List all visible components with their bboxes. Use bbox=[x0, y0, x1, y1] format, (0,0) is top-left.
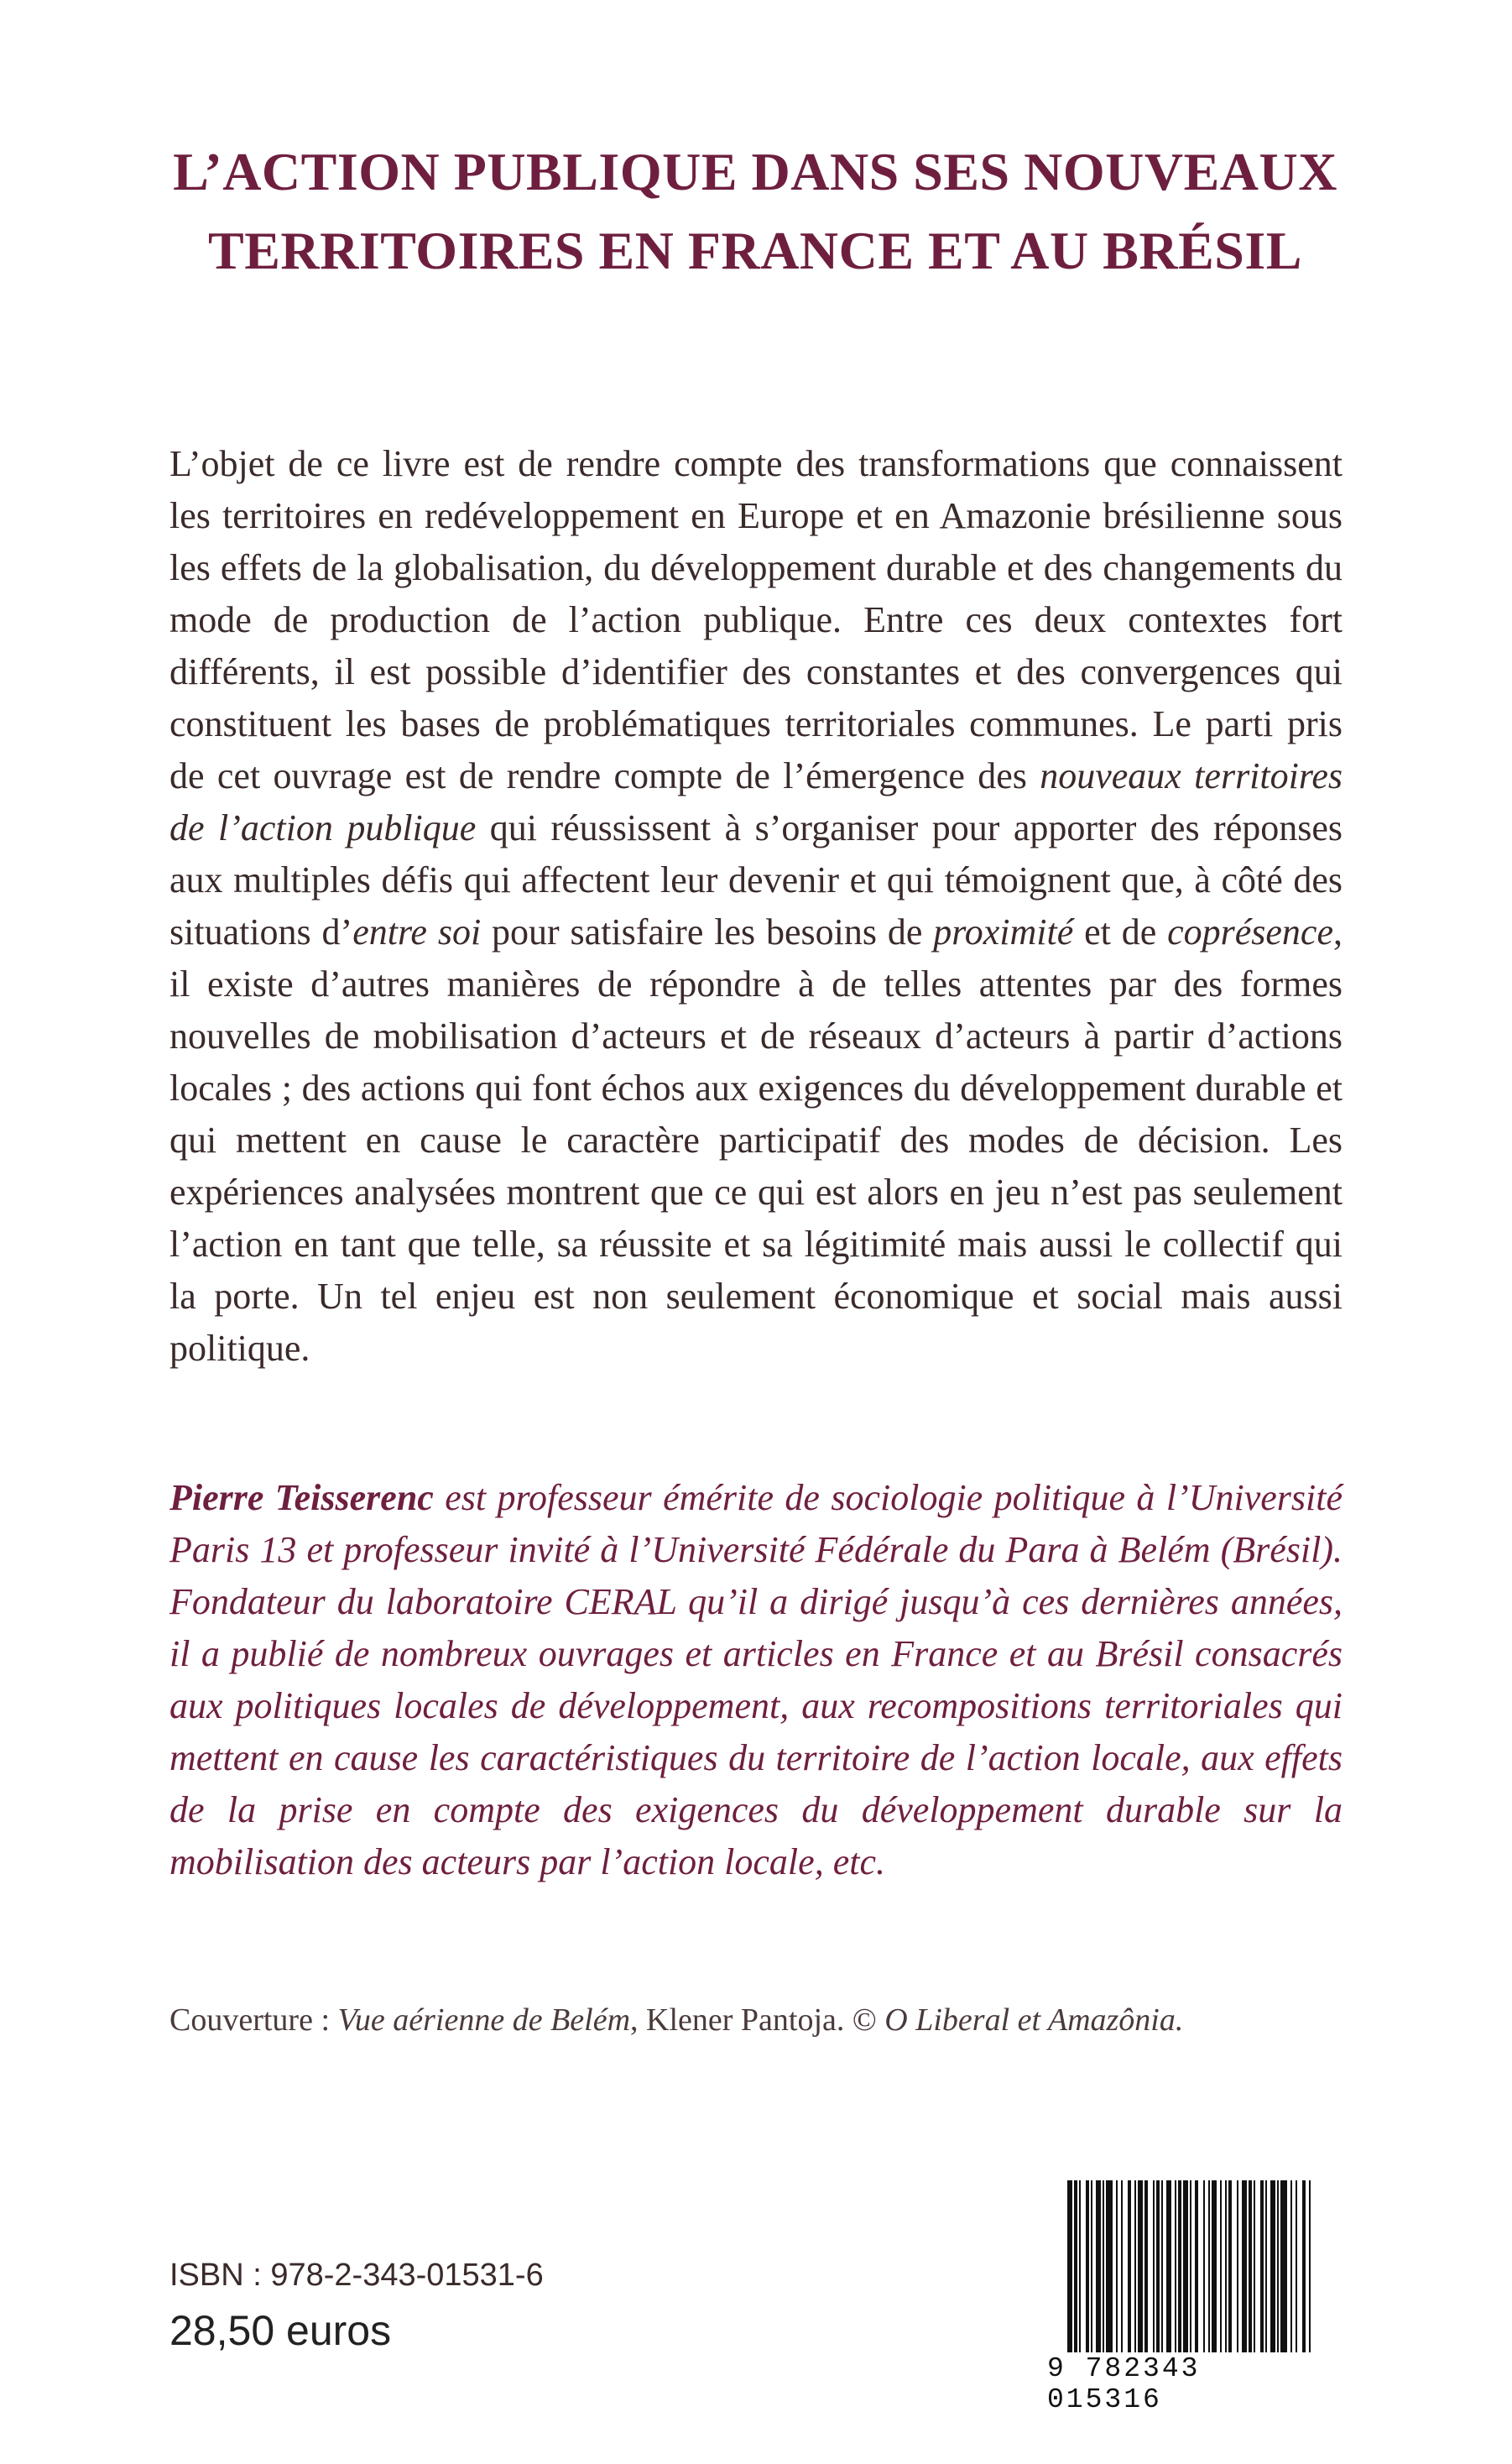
author-name: Pierre Teisserenc bbox=[169, 1477, 434, 1518]
barcode-bar bbox=[1290, 2180, 1292, 2352]
barcode-bar bbox=[1237, 2180, 1238, 2352]
barcode-bar bbox=[1074, 2180, 1077, 2352]
credit-image-title: Vue aérienne de Belém bbox=[337, 2002, 631, 2038]
barcode-bar bbox=[1144, 2180, 1148, 2352]
barcode-bar bbox=[1265, 2180, 1267, 2352]
book-title-line-1: L’ACTION PUBLIQUE DANS SES NOUVEAUX bbox=[173, 142, 1337, 201]
barcode-bar bbox=[1228, 2180, 1232, 2352]
barcode-bar bbox=[1079, 2180, 1081, 2352]
barcode-bar bbox=[1156, 2180, 1160, 2352]
book-title-line-2: TERRITOIRES EN FRANCE ET AU BRÉSIL bbox=[208, 221, 1302, 280]
barcode-bar bbox=[1153, 2180, 1155, 2352]
synopsis-italic-1: nouveaux territoires de l’action publique bbox=[169, 755, 1343, 848]
synopsis-italic-2: entre soi bbox=[352, 911, 482, 953]
synopsis-text-1: L’objet de ce livre est de rendre compte des transformations que connaissent les territoires en redéveloppement en Europe et en Amazonie brésilienne sous les effets de la globalisation, du développement durable et des changements du mode de production de l’action publique. Entre ces deux contextes fort différents, il est possible d’identifier des constantes et des convergences qui constituent les bases de problématiques territoriales communes. Le parti pris de cet ouvrage est de rendre compte de l’émergence des bbox=[169, 443, 1343, 796]
barcode-bar bbox=[1242, 2180, 1247, 2352]
barcode-bar bbox=[1103, 2180, 1104, 2352]
cover-credit bbox=[169, 1999, 1343, 2041]
synopsis-italic-3: proximité bbox=[933, 911, 1074, 953]
barcode-bar bbox=[1296, 2180, 1297, 2352]
synopsis-italic-4: coprésence bbox=[1167, 911, 1333, 953]
isbn-number: ISBN : 978-2-343-01531-6 bbox=[169, 2258, 544, 2293]
barcode-bar bbox=[1270, 2180, 1275, 2352]
barcode-bar bbox=[1161, 2180, 1163, 2352]
barcode-bars bbox=[1067, 2180, 1312, 2352]
barcode-bar bbox=[1254, 2180, 1255, 2352]
credit-label: Couverture : bbox=[169, 2002, 338, 2038]
synopsis-text-4: et de bbox=[1073, 911, 1168, 953]
book-title bbox=[126, 133, 1384, 290]
barcode-bar bbox=[1067, 2180, 1072, 2352]
barcode-bar bbox=[1249, 2180, 1252, 2352]
barcode-bar bbox=[1203, 2180, 1205, 2352]
barcode-bar bbox=[1183, 2180, 1188, 2352]
barcode-digits: 9 782343 015316 bbox=[1047, 2353, 1201, 2415]
barcode-bar bbox=[1166, 2180, 1171, 2352]
synopsis-text-2: qui réussissent à s’organiser pour apporter des réponses aux multiples défis qui affectent leur devenir et qui témoignent que, à côté des situations d’ bbox=[169, 807, 1343, 953]
barcode-bar bbox=[1225, 2180, 1227, 2352]
barcode-bar bbox=[1190, 2180, 1191, 2352]
author-bio-text: est professeur émérite de sociologie politique à l’Université Paris 13 et professeur invité à l’Université Fédérale du Para à Belém (Brésil). Fondateur du laboratoire CERAL qu’il a dirigé jusqu’à ces dernières années, il a publié de nombreux ouvrages et articles en France et au Brésil consacrés aux politiques locales de développement, aux recompositions territoriales qui mettent en cause les caractéristiques du territoire de l’action locale, aux effets de la prise en compte des exigences du développement durable sur la mobilisation des acteurs par l’action locale, etc. bbox=[169, 1477, 1343, 1882]
author-bio bbox=[169, 1472, 1343, 1888]
credit-source: O Liberal et Amazônia. bbox=[884, 2002, 1184, 2038]
barcode-bar bbox=[1128, 2180, 1131, 2352]
price: 28,50 euros bbox=[169, 2307, 392, 2354]
barcode-bar bbox=[1208, 2180, 1210, 2352]
barcode-bar bbox=[1091, 2180, 1092, 2352]
barcode-bar bbox=[1220, 2180, 1222, 2352]
credit-photographer: , Klener Pantoja. © bbox=[630, 2002, 885, 2038]
barcode-bar bbox=[1178, 2180, 1181, 2352]
synopsis-text-3: pour satisfaire les besoins de bbox=[481, 911, 934, 953]
barcode-bar bbox=[1260, 2180, 1264, 2352]
barcode bbox=[1047, 2180, 1332, 2415]
barcode-bar bbox=[1134, 2180, 1136, 2352]
barcode-bar bbox=[1096, 2180, 1101, 2352]
barcode-bar bbox=[1121, 2180, 1123, 2352]
barcode-bar bbox=[1086, 2180, 1089, 2352]
barcode-bar bbox=[1212, 2180, 1217, 2352]
synopsis-text-5: , il existe d’autres manières de répondre à de telles attentes par des formes nouvelles de mobilisation d’acteurs et de réseaux d’acteurs à partir d’actions locales ; des actions qui font échos aux exigences du développement durable et qui mettent en cause le caractère participatif des modes de décision. Les expériences analysées montrent que ce qui est alors en jeu n’est pas seulement l’action en tant que telle, sa réussite et sa légitimité mais aussi le collectif qui la porte. Un tel enjeu est non seulement économique et social mais aussi politique. bbox=[169, 911, 1343, 1369]
barcode-bar bbox=[1138, 2180, 1143, 2352]
barcode-bar bbox=[1175, 2180, 1176, 2352]
barcode-bar bbox=[1277, 2180, 1279, 2352]
barcode-bar bbox=[1106, 2180, 1113, 2352]
barcode-bar bbox=[1195, 2180, 1198, 2352]
synopsis-paragraph bbox=[169, 438, 1343, 1375]
barcode-bar bbox=[1309, 2180, 1311, 2352]
barcode-bar bbox=[1280, 2180, 1287, 2352]
barcode-bar bbox=[1116, 2180, 1118, 2352]
barcode-bar bbox=[1302, 2180, 1306, 2352]
